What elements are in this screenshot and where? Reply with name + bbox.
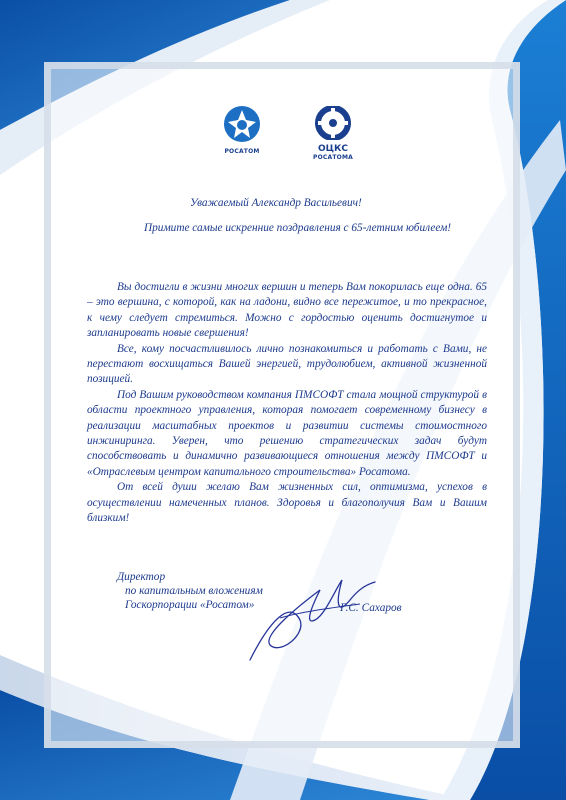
signatory-name: Г.С. Сахаров: [340, 602, 402, 614]
otsks-logo-title: ОЦКС: [318, 144, 348, 154]
rosatom-logo-caption: РОСАТОМ: [224, 148, 260, 155]
letter-paragraph: Под Вашим руководством компания ПМСОФТ стала мощной структурой в области проектного управления, которая помогает современному бизнесу в реализации масштабных проектов и развитии системы стоимостного инжиниринга. Уверен, что решению стратегических задач будут способствовать и динамично развивающиеся отношения между ПМСОФТ и «Отраслевым центром капитального строительства» Росатома.: [87, 388, 487, 478]
otsks-logo-caption: РОСАТОМА: [313, 154, 353, 161]
letter-congratulation: Примите самые искренние поздравления с 65-летним юбилеем!: [144, 222, 452, 234]
letter-paragraph: От всей души желаю Вам жизненных сил, оптимизма, успехов в осуществлении намеченных планов. Здоровья и благополучия Вам и Вашим близким!: [87, 481, 487, 525]
signatory-title-line3: Госкорпорации «Росатом»: [125, 599, 255, 612]
letter-body: [87, 280, 487, 527]
otsks-logo: [306, 106, 360, 161]
rosatom-logo: [218, 104, 266, 155]
otsks-emblem-icon: [315, 106, 351, 140]
rosatom-emblem-icon: [220, 104, 264, 144]
letter-paragraph: Вы достигли в жизни многих вершин и теперь Вам покорилась еще одна. 65 – это вершина, с которой, как на ладони, видно все пережитое, и то прекрасное, к чему следует стремиться. Можно с гордостью оценить достигнутое и запланировать новые свершения!: [87, 281, 487, 340]
letter-salutation: Уважаемый Александр Васильевич!: [190, 197, 362, 209]
signatory-title-line1: Директор: [117, 571, 166, 583]
signatory-title-line2: по капитальным вложениям: [125, 585, 263, 598]
letter-paragraph: Все, кому посчастливилось лично познакомиться и работать с Вами, не перестают восхищаться Вашей энергией, трудолюбием, активной жизненной позицией.: [87, 342, 487, 386]
